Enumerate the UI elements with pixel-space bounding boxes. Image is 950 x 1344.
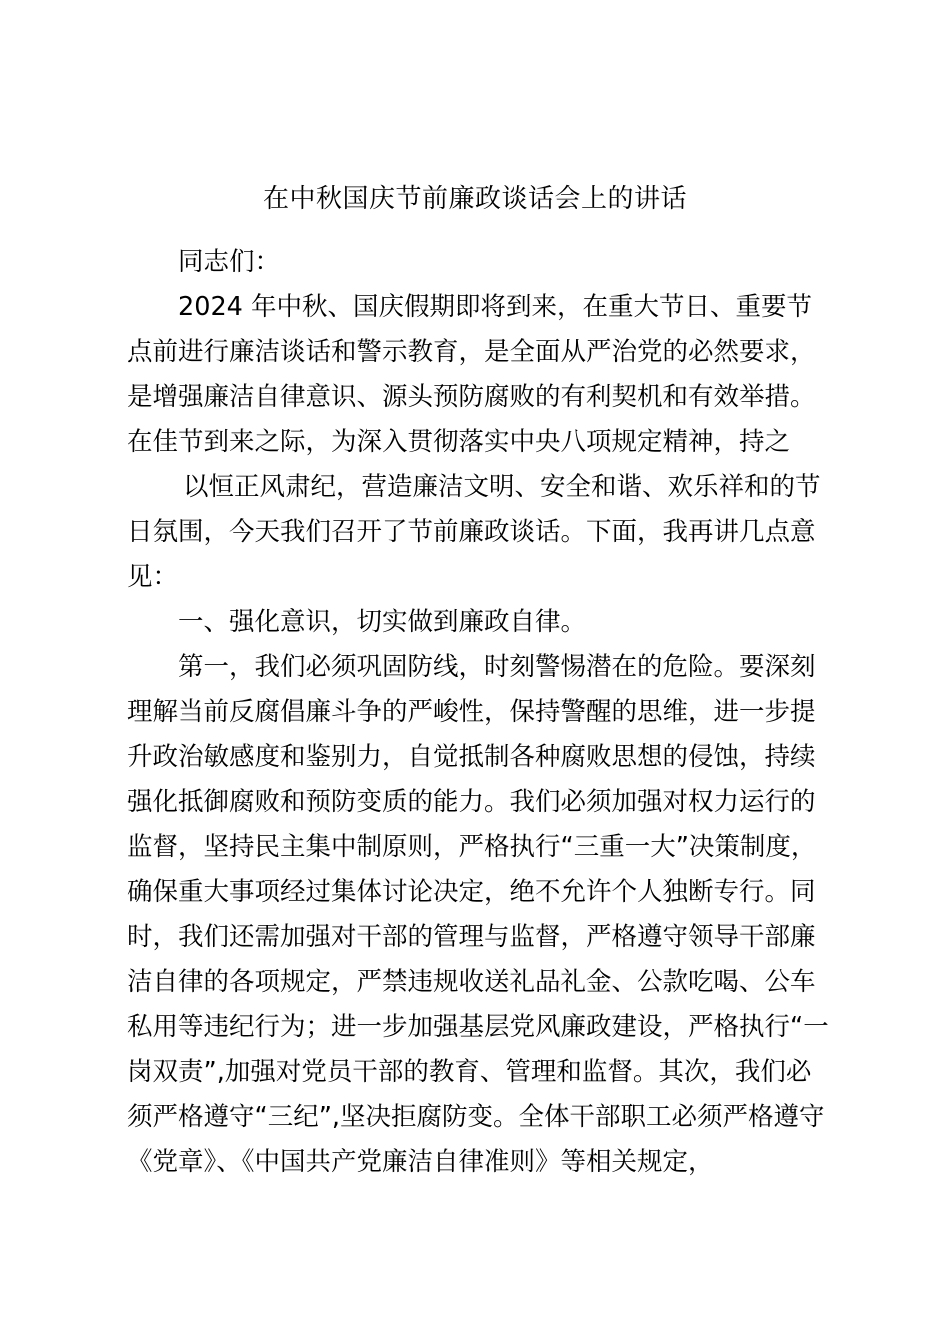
section-heading: 一、强化意识，切实做到廉政自律。 <box>178 607 587 637</box>
paragraph-line: 私用等违纪行为；进一步加强基层党风廉政建设，严格执行“一 <box>127 1012 829 1042</box>
document-body <box>127 240 837 1185</box>
paragraph-line: 点前进行廉洁谈话和警示教育，是全面从严治党的必然要求， <box>127 337 816 367</box>
paragraph-line: 见： <box>127 562 179 592</box>
paragraph-line: 须严格遵守“三纪”,坚决拒腐防变。全体干部职工必须严格遵守 <box>127 1102 825 1132</box>
paragraph-line: 是增强廉洁自律意识、源头预防腐败的有利契机和有效举措。 <box>127 382 816 412</box>
paragraph-line: 第一，我们必须巩固防线，时刻警惕潜在的危险。要深刻 <box>178 652 816 682</box>
paragraph-line: 《党章》、《中国共产党廉洁自律准则》等相关规定， <box>127 1147 714 1177</box>
paragraph-line: 洁自律的各项规定，严禁违规收送礼品礼金、公款吃喝、公车 <box>127 967 816 997</box>
paragraph-line: 理解当前反腐倡廉斗争的严峻性，保持警醒的思维，进一步提 <box>127 697 816 727</box>
document-title: 在中秋国庆节前廉政谈话会上的讲话 <box>262 184 687 214</box>
paragraph-line: 2024 年中秋、国庆假期即将到来，在重大节日、重要节 <box>178 292 813 322</box>
salutation-line: 同志们： <box>178 247 281 277</box>
paragraph-line: 在佳节到来之际，为深入贯彻落实中央八项规定精神，持之 <box>127 427 791 457</box>
paragraph-line: 日氛围，今天我们召开了节前廉政谈话。下面，我再讲几点意 <box>127 517 816 547</box>
paragraph-line: 以恒正风肃纪，营造廉洁文明、安全和谐、欢乐祥和的节 <box>183 472 821 502</box>
paragraph-line: 时，我们还需加强对干部的管理与监督，严格遵守领导干部廉 <box>127 922 816 952</box>
paragraph-line: 确保重大事项经过集体讨论决定，绝不允许个人独断专行。同 <box>127 877 816 907</box>
paragraph-line: 岗双责”,加强对党员干部的教育、管理和监督。其次，我们必 <box>127 1057 812 1087</box>
paragraph-line: 强化抵御腐败和预防变质的能力。我们必须加强对权力运行的 <box>127 787 816 817</box>
paragraph-line: 监督，坚持民主集中制原则，严格执行“三重一大”决策制度， <box>127 832 817 862</box>
paragraph-line: 升政治敏感度和鉴别力，自觉抵制各种腐败思想的侵蚀，持续 <box>127 742 816 772</box>
